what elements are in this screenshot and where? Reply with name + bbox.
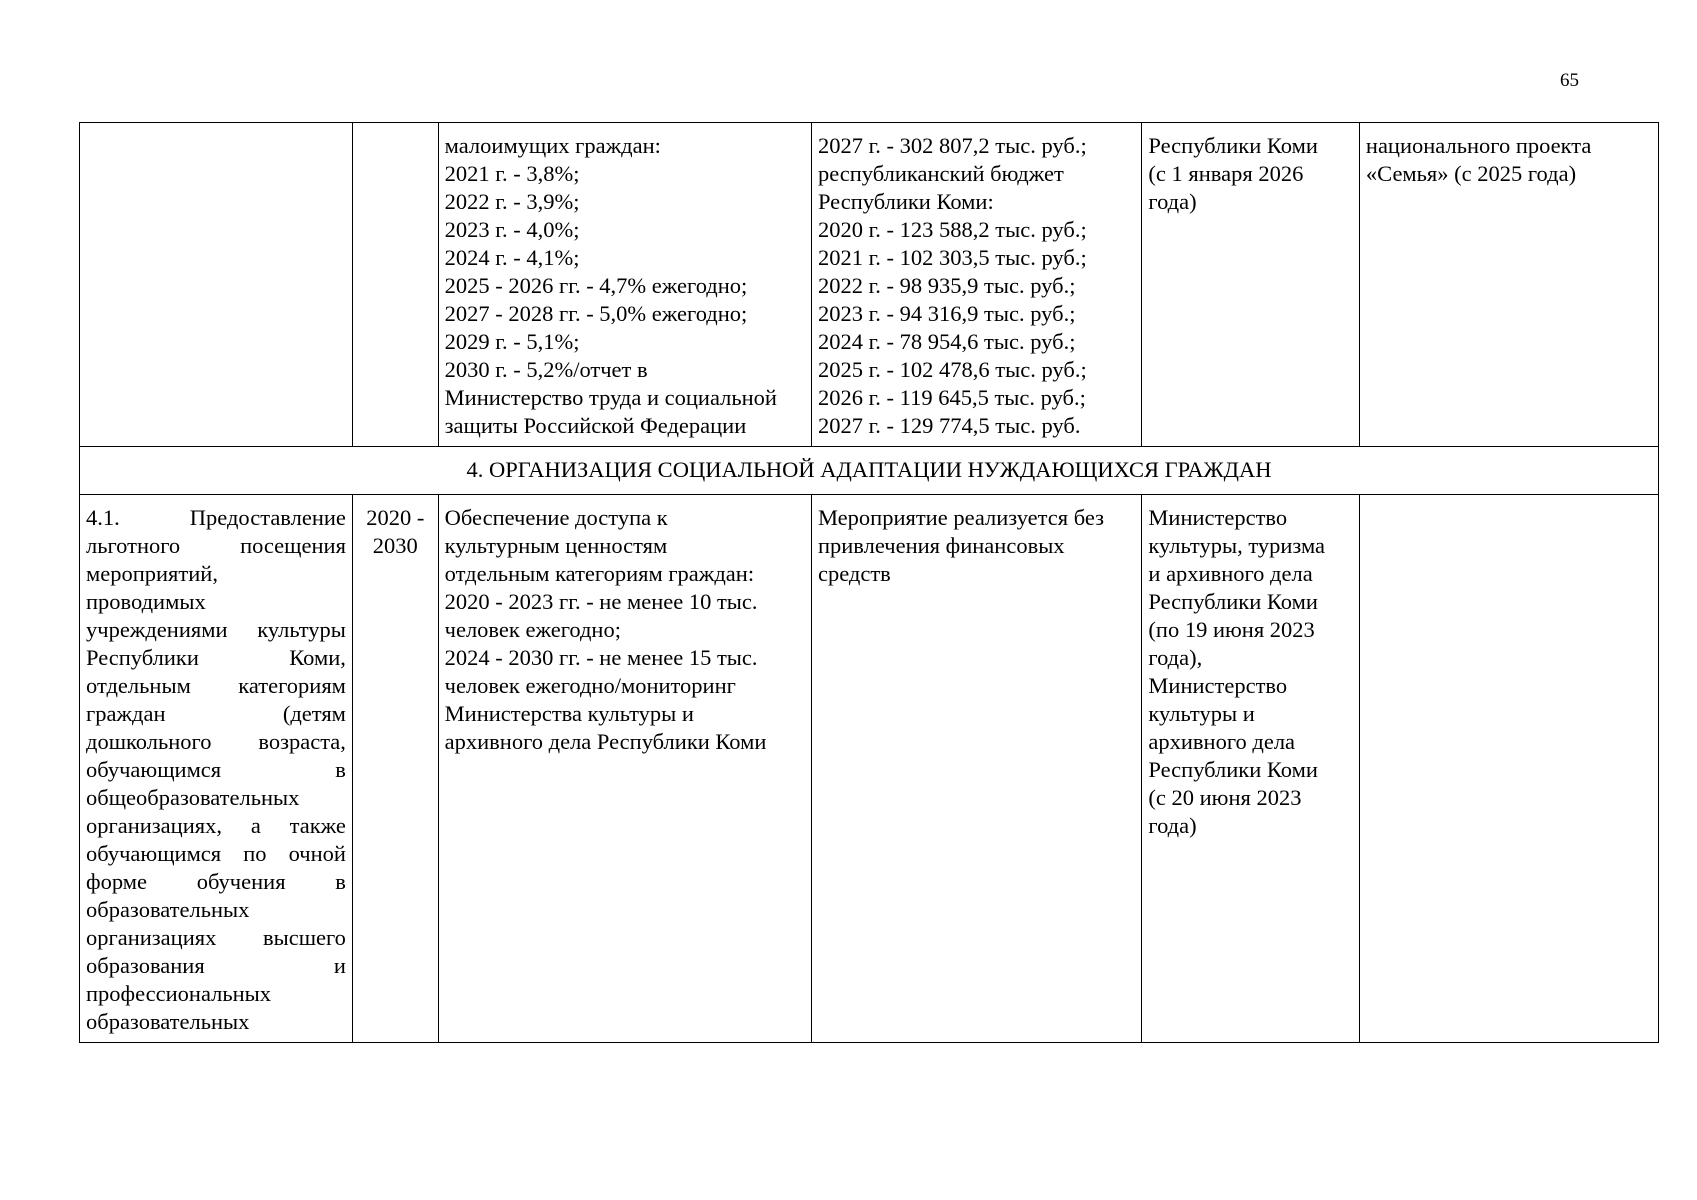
cell-text-line: 2025 - 2026 гг. - 4,7% ежегодно; [444, 273, 748, 298]
measure-text-line: проводимых [86, 589, 206, 614]
cell-text-line: Министерства культуры и [444, 701, 694, 726]
note-cell [1359, 123, 1658, 447]
cell-text-line: 2022 г. - 98 935,9 тыс. руб.; [817, 273, 1076, 298]
cell-text-line: 2022 г. - 3,9%; [444, 189, 580, 214]
page-number: 65 [1560, 70, 1579, 91]
measure-text-line: организациях, а также [86, 813, 346, 838]
executor-cell [1142, 495, 1360, 1043]
cell-text-line: Республики Коми [1148, 757, 1318, 782]
cell-text-line: средств [817, 561, 891, 586]
cell-text-line: Министерство [1148, 673, 1288, 698]
measure-text-line: Республики Коми, [86, 645, 346, 670]
measure-text-line: обучающимся в [86, 757, 346, 782]
cell-text-line: года) [1148, 189, 1197, 214]
cell-text-line: защиты Российской Федерации [444, 413, 747, 438]
measure-text-line: дошкольного возраста, [86, 729, 346, 754]
table-row-top [80, 123, 1659, 447]
cell-text-line: отдельным категориям граждан: [444, 561, 755, 586]
cell-text-line: Министерство [1148, 505, 1288, 530]
cell-text-line: Республики Коми [1148, 589, 1318, 614]
cell-text-line: 2021 г. - 3,8%; [444, 161, 580, 186]
cell-text-line: Республики Коми: [817, 189, 994, 214]
measure-text-line: профессиональных [86, 981, 272, 1006]
cell-text-line: республиканский бюджет [817, 161, 1064, 186]
cell-text-line: 2029 г. - 5,1%; [444, 329, 580, 354]
indicator-cell [438, 495, 811, 1043]
cell-text-line: Министерство труда и социальной [444, 385, 777, 410]
cell-text-line: Республики Коми [1148, 133, 1318, 158]
note-cell [1359, 495, 1658, 1043]
cell-text-line: 2023 г. - 94 316,9 тыс. руб.; [817, 301, 1076, 326]
measure-text-line: учреждениями культуры [86, 617, 346, 642]
cell-text-line: и архивного дела [1148, 561, 1313, 586]
cell-text-line: 2025 г. - 102 478,6 тыс. руб.; [817, 357, 1087, 382]
cell-text-line: 2024 - 2030 гг. - не менее 15 тыс. [444, 645, 758, 670]
measure-text-line: обучающимся по очной [86, 841, 346, 866]
cell-text-line: (по 19 июня 2023 [1148, 617, 1315, 642]
cell-text-line: привлечения финансовых [817, 533, 1065, 558]
funding-cell [811, 495, 1141, 1043]
measure-text-line: образовательных [86, 1009, 250, 1034]
cell-text-line: 2030 г. - 5,2%/отчет в [444, 357, 648, 382]
cell-text-line: «Семья» (с 2025 года) [1365, 161, 1577, 186]
measure-text-line: отдельным категориям [86, 673, 346, 698]
measure-text-line: образовательных [86, 897, 250, 922]
cell-text-line: 2024 г. - 4,1%; [444, 245, 580, 270]
cell-text-line: архивного дела [1148, 729, 1296, 754]
cell-text-line: Мероприятие реализуется без [817, 505, 1105, 530]
cell-text-line: 2020 - [366, 505, 425, 530]
funding-cell [811, 123, 1141, 447]
cell-text-line: 2020 г. - 123 588,2 тыс. руб.; [817, 217, 1087, 242]
section-header-row [80, 447, 1659, 495]
cell-text-line: национального проекта [1365, 133, 1592, 158]
cell-text-line: (с 20 июня 2023 [1148, 785, 1302, 810]
cell-text-line: архивного дела Республики Коми [444, 729, 767, 754]
measure-text-line: льготного посещения [86, 533, 346, 558]
cell-text-line: Обеспечение доступа к [444, 505, 668, 530]
measure-text-line: организациях высшего [86, 925, 346, 950]
cell-text-line: 2024 г. - 78 954,6 тыс. руб.; [817, 329, 1076, 354]
cell-text-line: года) [1148, 813, 1197, 838]
measure-cell [80, 123, 353, 447]
executor-cell [1142, 123, 1360, 447]
cell-text-line: культуры, туризма [1148, 533, 1326, 558]
cell-text-line: (с 1 января 2026 [1148, 161, 1304, 186]
measure-text-line: образования и [86, 953, 346, 978]
cell-text-line: года), [1148, 645, 1203, 670]
cell-text-line: 2027 - 2028 гг. - 5,0% ежегодно; [444, 301, 748, 326]
measure-text-line: общеобразовательных [86, 785, 300, 810]
cell-text-line: 2020 - 2023 гг. - не менее 10 тыс. [444, 589, 758, 614]
term-cell [352, 495, 438, 1043]
cell-text-line: 2030 [372, 533, 418, 558]
cell-text-line: 2027 г. - 302 807,2 тыс. руб.; [817, 133, 1087, 158]
section-header: 4. ОРГАНИЗАЦИЯ СОЦИАЛЬНОЙ АДАПТАЦИИ НУЖДАЮЩИХСЯ ГРАЖДАН [80, 447, 1659, 495]
table-row-4-1 [80, 495, 1659, 1043]
measure-text-line: граждан (детям [86, 701, 346, 726]
cell-text-line: 2023 г. - 4,0%; [444, 217, 580, 242]
cell-text-line: 2021 г. - 102 303,5 тыс. руб.; [817, 245, 1087, 270]
cell-text-line: 2027 г. - 129 774,5 тыс. руб. [817, 413, 1081, 438]
program-table [79, 122, 1659, 1043]
cell-text-line: малоимущих граждан: [444, 133, 661, 158]
term-cell [352, 123, 438, 447]
cell-text-line: культурным ценностям [444, 533, 668, 558]
cell-text-line: человек ежегодно; [444, 617, 621, 642]
cell-text-line: человек ежегодно/мониторинг [444, 673, 736, 698]
measure-cell [80, 495, 353, 1043]
measure-text-line: 4.1. Предоставление [86, 505, 346, 530]
measure-text-line: мероприятий, [86, 561, 218, 586]
indicator-cell [438, 123, 811, 447]
cell-text-line: культуры и [1148, 701, 1255, 726]
measure-text-line: форме обучения в [86, 869, 346, 894]
cell-text-line: 2026 г. - 119 645,5 тыс. руб.; [817, 385, 1086, 410]
